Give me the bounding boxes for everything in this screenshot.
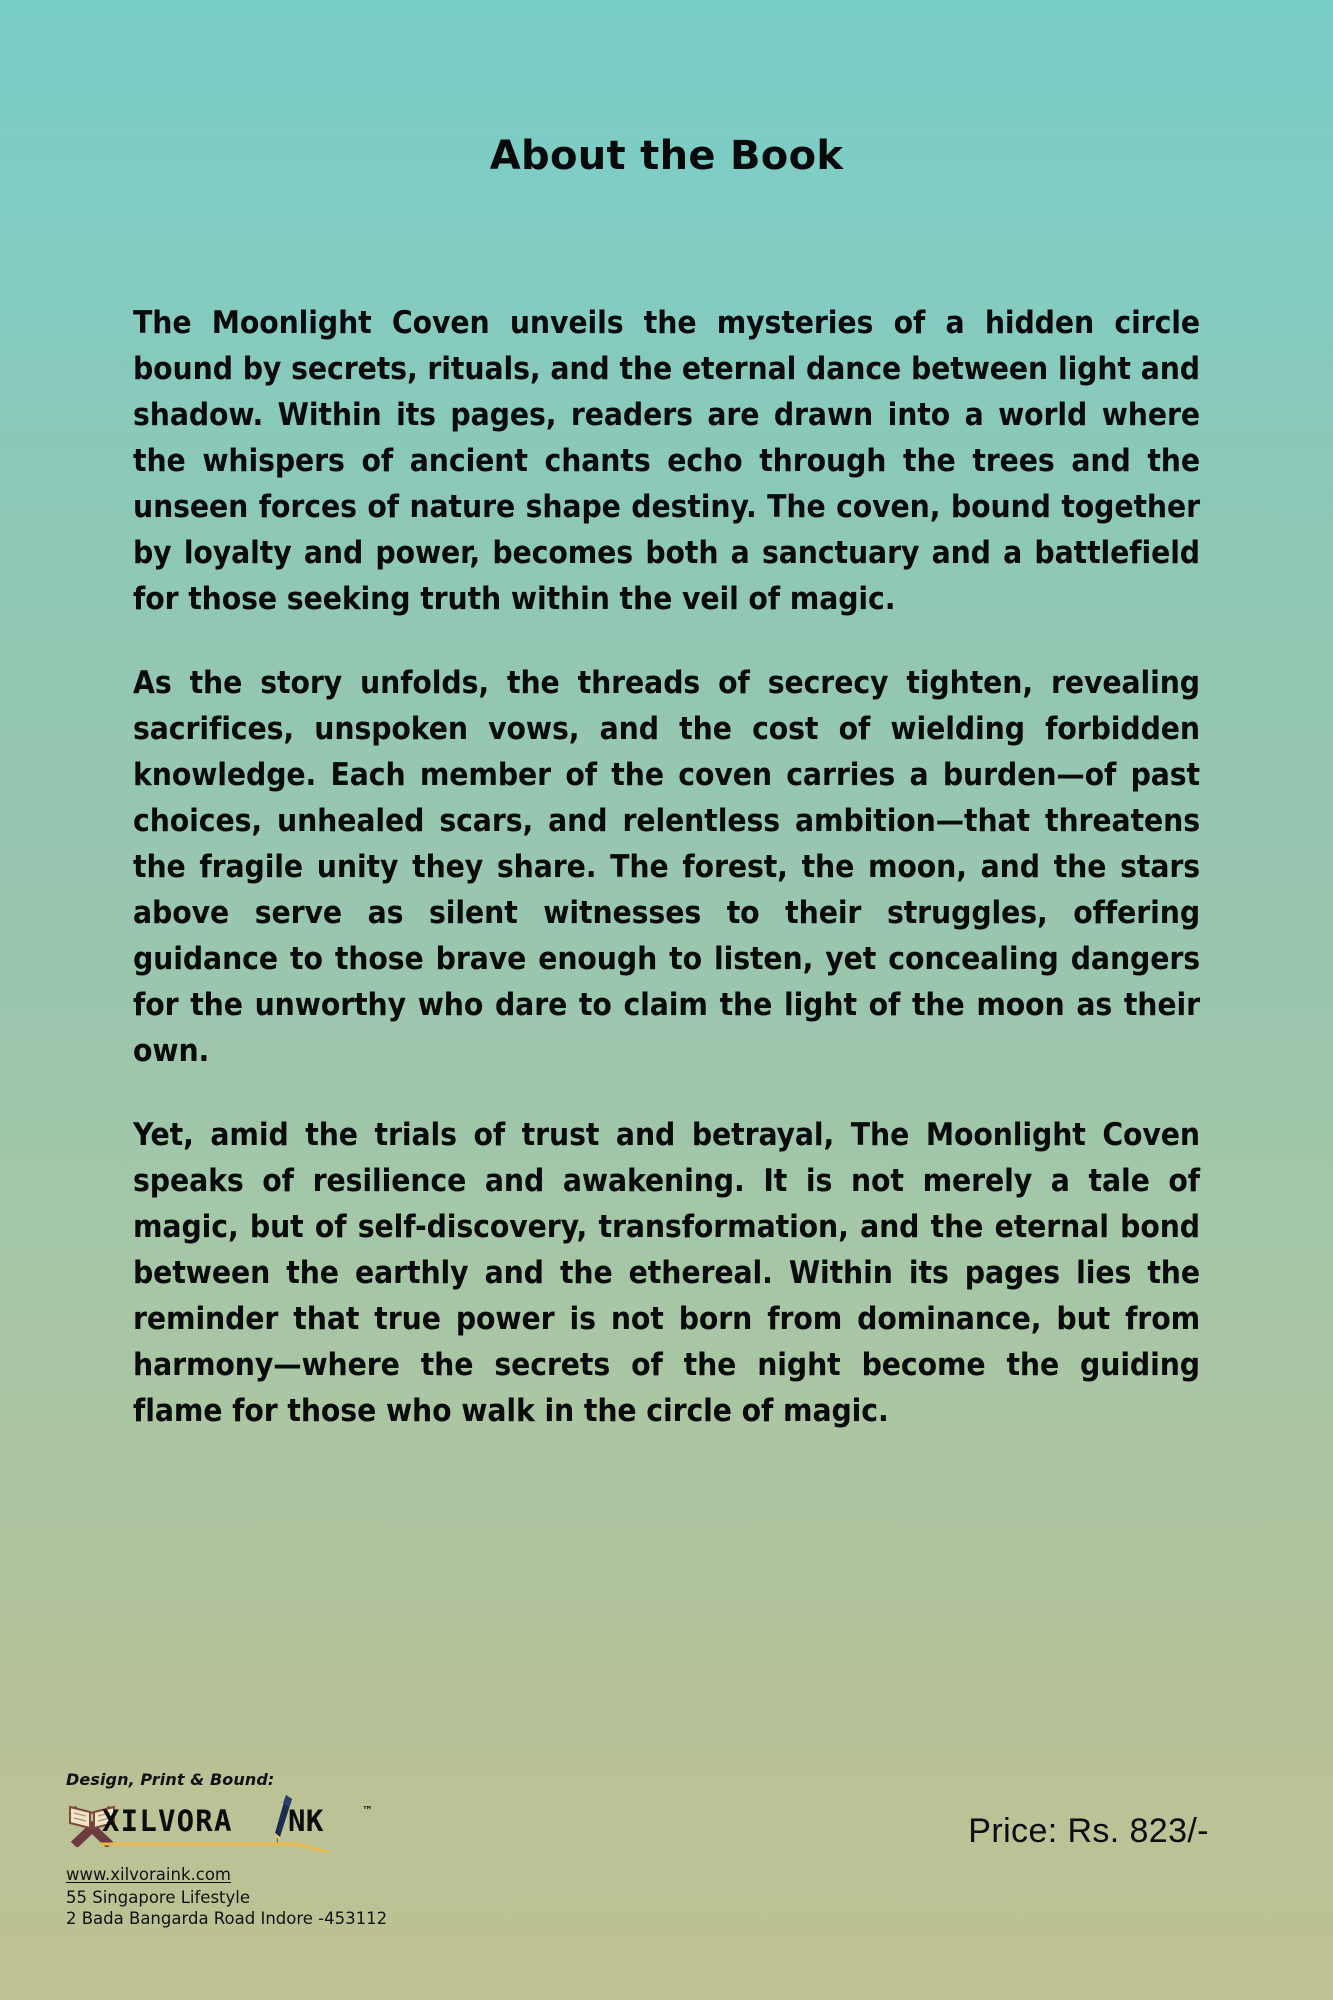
- trademark-icon: ™: [362, 1804, 373, 1817]
- logo-underline-swoosh: [100, 1841, 332, 1853]
- about-the-book-body: [133, 300, 1200, 1434]
- blurb-paragraph-2: As the story unfolds, the threads of secrecy tighten, revealing sacrifices, unspoken vows, and the cost of wielding forbidden knowledge. Each member of the coven carries a burden—of past choices, unhealed scars, and relentless ambition—that threatens the fragile unity they share. The forest, the moon, and the stars above serve as silent witnesses to their struggles, offering guidance to those brave enough to listen, yet concealing dangers for the unworthy who dare to claim the light of the moon as their own.: [133, 665, 1200, 1069]
- blurb-paragraph-3: Yet, amid the trials of trust and betrayal, The Moonlight Coven speaks of resilience and awakening. It is not merely a tale of magic, but of self-discovery, transformation, and the eternal bond between the earthly and the ethereal. Within its pages lies the reminder that true power is not born from dominance, but from harmony—where the secrets of the night become the guiding flame for those who walk in the circle of magic.: [133, 1117, 1200, 1429]
- publisher-address-line-1: 55 Singapore Lifestyle: [66, 1888, 251, 1907]
- blurb-paragraph-1: The Moonlight Coven unveils the mysteries of a hidden circle bound by secrets, rituals, and the eternal dance between light and shadow. Within its pages, readers are drawn into a world where the whispers of ancient chants echo through the trees and the unseen forces of nature shape destiny. The coven, bound together by loyalty and power, becomes both a sanctuary and a battlefield for those seeking truth within the veil of magic.: [133, 305, 1200, 617]
- price-label: Price: Rs. 823/-: [968, 1812, 1209, 1850]
- imprint-block: [66, 1770, 626, 1929]
- publisher-logo-ink-text: NK: [288, 1804, 324, 1838]
- publisher-logo: [66, 1799, 376, 1855]
- publisher-website-link[interactable]: www.xilvoraink.com: [66, 1865, 231, 1884]
- page-title: About the Book: [489, 133, 844, 179]
- page-title-container: [0, 134, 1333, 178]
- imprint-kicker-label: Design, Print & Bound:: [66, 1770, 275, 1789]
- publisher-logo-wordmark: XILVORA: [102, 1804, 233, 1838]
- publisher-address-line-2: 2 Bada Bangarda Road Indore -453112: [66, 1909, 388, 1928]
